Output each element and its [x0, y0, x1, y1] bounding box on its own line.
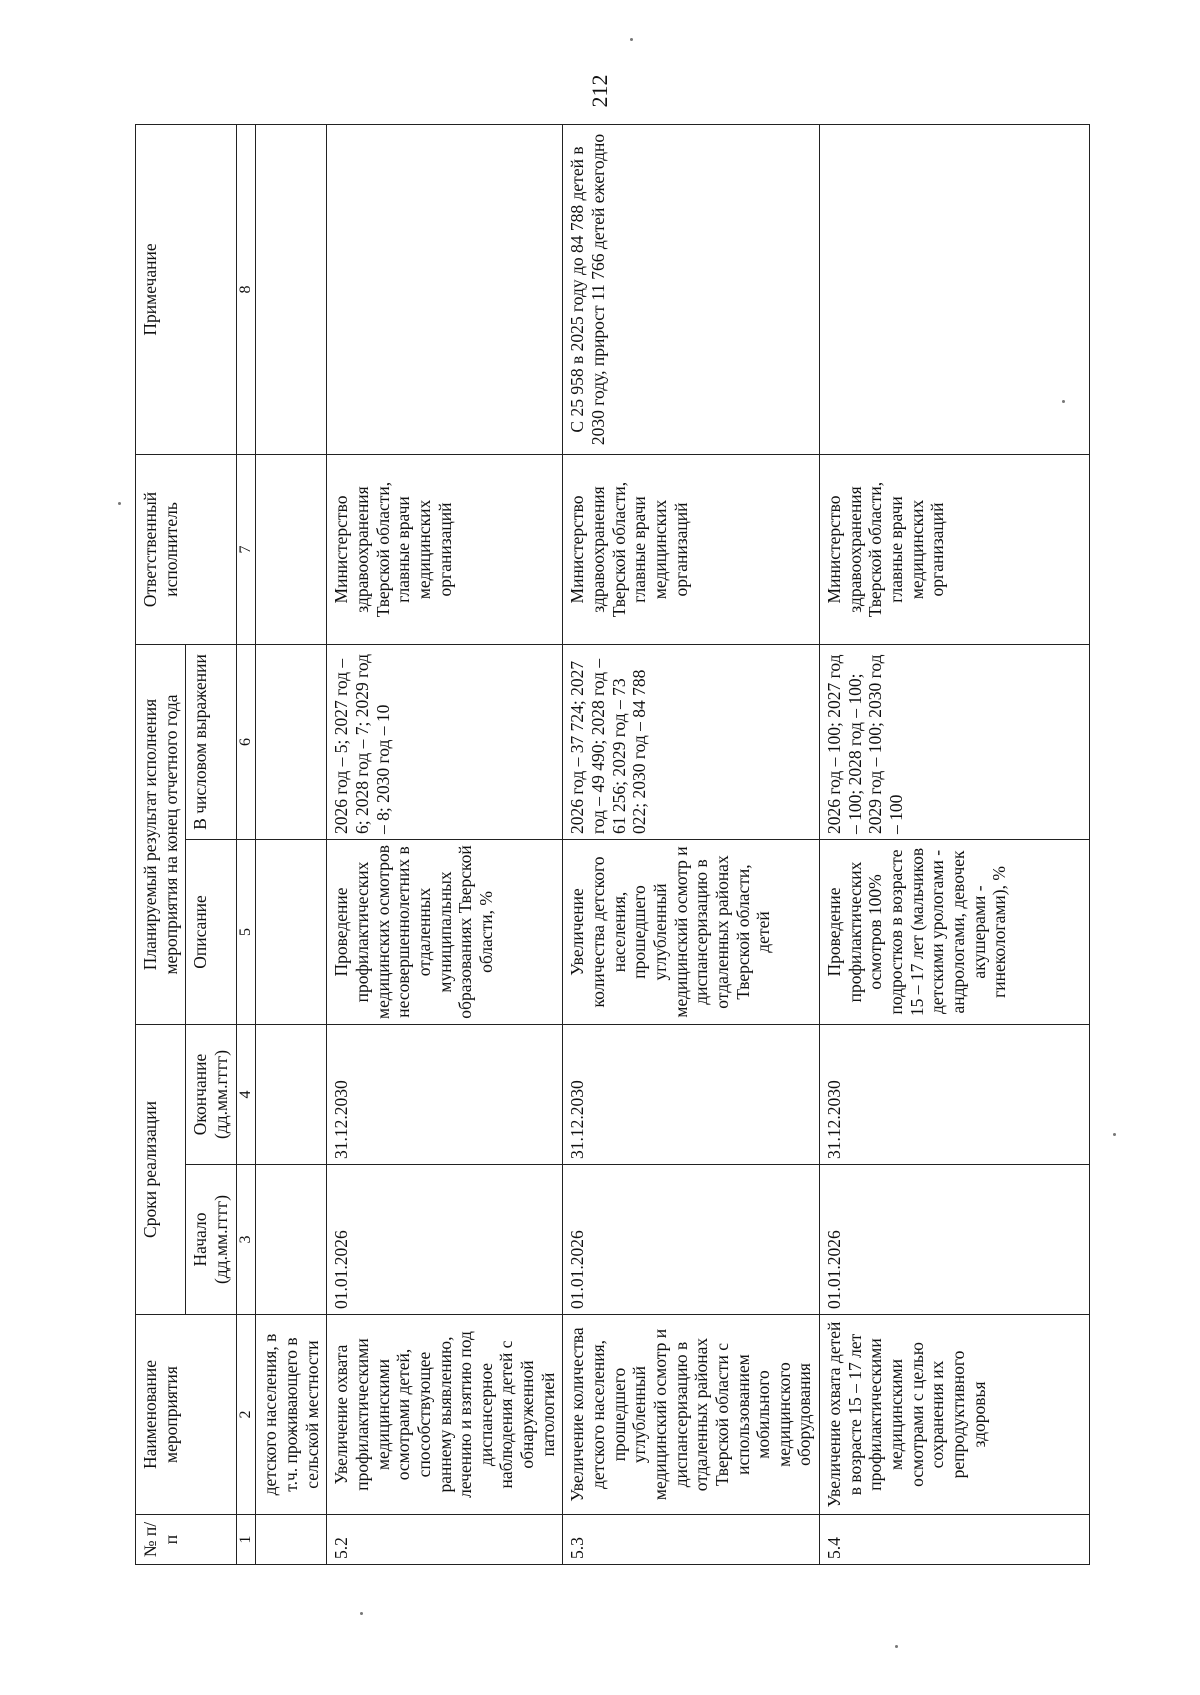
row-description: Проведение профилактических осмотров 100% подростков в возрасте 15 – 17 лет (мальчиков детскими урологами - андрологами, девочек акушерами - гинекологами), % [820, 839, 1090, 1024]
row-responsible: Министерство здравоохранения Тверской области, главные врачи медицинских организаций [820, 454, 1090, 644]
row-value: 2026 год – 100; 2027 год – 100; 2028 год – 100; 2029 год – 100; 2030 год – 100 [820, 644, 1090, 839]
row-end: 31.12.2030 [327, 1024, 563, 1164]
row-start: 01.01.2026 [820, 1165, 1090, 1315]
header-num: № п/п [136, 1515, 237, 1565]
activities-table [135, 124, 1090, 1565]
row-name: Увеличение количества детского населения, прошедшего углубленный медицинский осмотр и диспансеризацию в отдаленных районах Тверской области с использованием мобильного медицинского оборудования [563, 1315, 820, 1515]
table-row [256, 124, 327, 1564]
header-description: Описание [186, 839, 236, 1024]
header-responsible: Ответственный исполнитель [136, 454, 237, 644]
row-responsible: Министерство здравоохранения Тверской области, главные врачи медицинских организаций [563, 454, 820, 644]
scan-speck [630, 38, 633, 41]
table-row [327, 124, 563, 1564]
table-row [563, 124, 820, 1564]
row-note [256, 124, 327, 454]
header-note: Примечание [136, 124, 237, 454]
header-name: Наименование мероприятия [136, 1315, 237, 1515]
row-num: 5.3 [563, 1515, 820, 1565]
row-end: 31.12.2030 [820, 1024, 1090, 1164]
row-start [256, 1165, 327, 1315]
row-description: Проведение профилактических медицинских осмотров несовершеннолетних в отдаленных муниципальных образованиях Тверской области, % [327, 839, 563, 1024]
page-number: 212 [587, 74, 612, 108]
row-value: 2026 год – 5; 2027 год – 6; 2028 год – 7; 2029 год – 8; 2030 год – 10 [327, 644, 563, 839]
index-cell: 3 [236, 1165, 256, 1315]
index-cell: 4 [236, 1024, 256, 1164]
header-value: В числовом выражении [186, 644, 236, 839]
table-row [820, 124, 1090, 1564]
row-responsible: Министерство здравоохранения Тверской области, главные врачи медицинских организаций [327, 454, 563, 644]
index-cell: 1 [236, 1515, 256, 1565]
row-start: 01.01.2026 [563, 1165, 820, 1315]
header-start: Начало (дд.мм.гггг) [186, 1165, 236, 1315]
row-note: С 25 958 в 2025 году до 84 788 детей в 2030 году, прирост 11 766 детей ежегодно [563, 124, 820, 454]
index-cell: 6 [236, 644, 256, 839]
row-start: 01.01.2026 [327, 1165, 563, 1315]
row-description: Увеличение количества детского населения, прошедшего углубленный медицинский осмотр и диспансеризацию в отдаленных районах Тверской области, детей [563, 839, 820, 1024]
scan-speck [118, 502, 121, 505]
scan-speck [1113, 1133, 1116, 1136]
row-num: 5.2 [327, 1515, 563, 1565]
row-end [256, 1024, 327, 1164]
row-note [820, 124, 1090, 454]
scan-speck [1062, 400, 1065, 403]
index-cell: 8 [236, 124, 256, 454]
header-result: Планируемый результат исполнения мероприятия на конец отчетного года [136, 644, 186, 1024]
row-end: 31.12.2030 [563, 1024, 820, 1164]
index-cell: 7 [236, 454, 256, 644]
row-name: Увеличение охвата детей в возрасте 15 – 17 лет профилактическими медицинскими осмотрами с целью сохранения их репродуктивного здоровья [820, 1315, 1090, 1515]
row-note [327, 124, 563, 454]
index-cell: 5 [236, 839, 256, 1024]
row-responsible [256, 454, 327, 644]
scan-speck [895, 1645, 898, 1648]
row-value: 2026 год – 37 724; 2027 год – 49 490; 2028 год – 61 256; 2029 год – 73 022; 2030 год – 84 788 [563, 644, 820, 839]
scan-speck [360, 1612, 363, 1615]
index-cell: 2 [236, 1315, 256, 1515]
row-name: детского населения, в т.ч. проживающего в сельской местности [256, 1315, 327, 1515]
row-value [256, 644, 327, 839]
row-name: Увеличение охвата профилактическими медицинскими осмотрами детей, способствующее раннему выявлению, лечению и взятию под диспансерное наблюдения детей с обнаруженной патологией [327, 1315, 563, 1515]
row-description [256, 839, 327, 1024]
row-num [256, 1515, 327, 1565]
row-num: 5.4 [820, 1515, 1090, 1565]
header-end: Окончание (дд.мм.гггг) [186, 1024, 236, 1164]
table-rotated-container [135, 125, 1090, 1565]
header-terms: Сроки реализации [136, 1024, 186, 1314]
